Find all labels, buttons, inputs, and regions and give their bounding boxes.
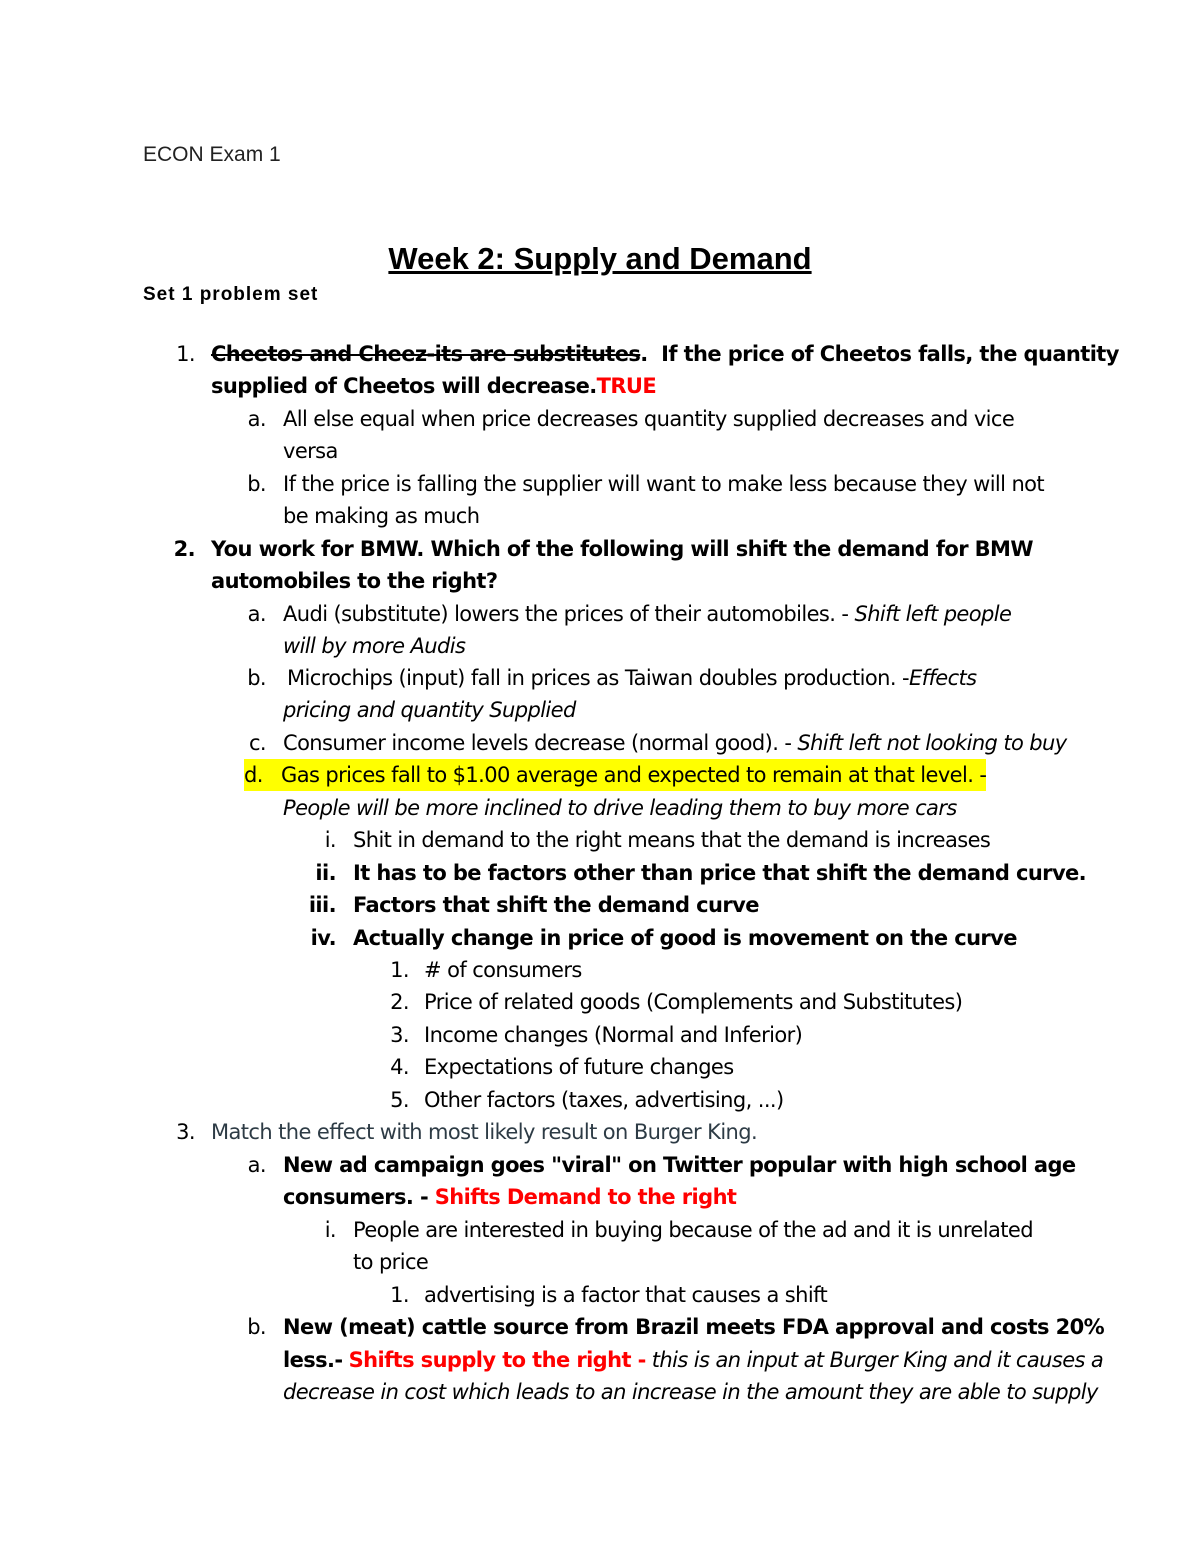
q2-sub-ii: It has to be factors other than price that shift the demand curve. — [353, 861, 1087, 885]
question-3-statement: Match the effect with most likely result on Burger King. — [211, 1120, 758, 1144]
factor-item: # of consumers — [424, 958, 582, 982]
q3-b-note-cont: decrease in cost which leads to an increase in the amount they are able to supply — [283, 1380, 1098, 1404]
q2-a-note-cont: will by more Audis — [283, 634, 466, 658]
factor-item: Other factors (taxes, advertising, ...) — [424, 1088, 784, 1112]
list-marker: i. — [324, 1218, 336, 1242]
q2-sub-i: Shit in demand to the right means that the demand is increases — [353, 828, 991, 852]
question-1-statement-cont: supplied of Cheetos will decrease. — [211, 374, 597, 398]
struck-statement: Cheetos and Cheez-its are substitutes — [211, 342, 641, 366]
q2-a-line-1 — [283, 598, 1011, 630]
q2-c-note: Shift left not looking to buy — [797, 731, 1067, 755]
q2-sub-iii: Factors that shift the demand curve — [353, 893, 759, 917]
q3-b-text: less.- — [283, 1348, 343, 1372]
list-marker: b. — [247, 472, 266, 496]
list-marker: a. — [247, 602, 266, 626]
list-marker: 3. — [390, 1023, 409, 1047]
q2-a-note: Shift left people — [854, 602, 1012, 626]
factor-item: Expectations of future changes — [424, 1055, 734, 1079]
list-marker: a. — [247, 407, 266, 431]
list-marker: 1. — [390, 1283, 409, 1307]
doc-header-label: ECON Exam 1 — [143, 143, 281, 166]
question-2-line-1: You work for BMW. Which of the following will shift the demand for BMW — [211, 537, 1033, 561]
q3-a-i-line-2: to price — [353, 1250, 429, 1274]
list-marker: d. — [244, 763, 263, 787]
problem-set-subtitle: Set 1 problem set — [143, 284, 319, 305]
q2-a-text: Audi (substitute) lowers the prices of their automobiles. - — [283, 602, 849, 626]
q3-a-line-2 — [283, 1181, 736, 1213]
list-marker: b. — [247, 666, 266, 690]
question-1-line-2 — [211, 370, 656, 402]
list-marker: iii. — [308, 893, 336, 917]
question-1-statement: If the price of Cheetos falls, the quantity — [661, 342, 1119, 366]
list-marker: 1. — [176, 342, 195, 366]
q1-b-line-1: If the price is falling the supplier will want to make less because they will not — [283, 472, 1045, 496]
factor-item: Income changes (Normal and Inferior) — [424, 1023, 803, 1047]
q2-b-line-1 — [287, 662, 977, 694]
q1-a-line-1: All else equal when price decreases quantity supplied decreases and vice — [283, 407, 1015, 431]
q2-d-highlight — [244, 759, 986, 791]
list-marker: 2. — [173, 537, 195, 561]
q3-a-line-1: New ad campaign goes "viral" on Twitter popular with high school age — [283, 1153, 1076, 1177]
q3-a-answer: Shifts Demand to the right — [434, 1185, 737, 1209]
list-marker: 1. — [390, 958, 409, 982]
q3-b-answer: Shifts supply to the right - — [348, 1348, 646, 1372]
list-marker: 4. — [390, 1055, 409, 1079]
list-marker: iv. — [310, 926, 336, 950]
q2-b-note: Effects — [909, 666, 977, 690]
q3-a-text: consumers. - — [283, 1185, 429, 1209]
q1-a-line-2: versa — [283, 439, 338, 463]
answer-true: TRUE — [596, 374, 657, 398]
q2-c-line — [283, 727, 1067, 759]
list-marker: 3. — [176, 1120, 195, 1144]
q3-b-line-2 — [283, 1344, 1103, 1376]
q2-b-note-cont: pricing and quantity Supplied — [283, 698, 576, 722]
q3-a-i-line-1: People are interested in buying because of the ad and it is unrelated — [353, 1218, 1033, 1242]
q1-b-line-2: be making as much — [283, 504, 480, 528]
q2-c-text: Consumer income levels decrease (normal good). - — [283, 731, 792, 755]
q2-b-text: Microchips (input) fall in prices as Taiwan doubles production. - — [287, 666, 909, 690]
q2-sub-iv: Actually change in price of good is movement on the curve — [353, 926, 1017, 950]
question-2-line-2: automobiles to the right? — [211, 569, 498, 593]
q3-b-note: this is an input at Burger King and it causes a — [651, 1348, 1104, 1372]
factor-item: Price of related goods (Complements and Substitutes) — [424, 990, 963, 1014]
list-marker: c. — [248, 731, 266, 755]
list-marker: a. — [247, 1153, 266, 1177]
list-marker: b. — [247, 1315, 266, 1339]
list-marker: i. — [324, 828, 336, 852]
list-marker: 5. — [390, 1088, 409, 1112]
list-marker: ii. — [315, 861, 336, 885]
struck-dot: . — [640, 342, 648, 366]
page-title: Week 2: Supply and Demand — [388, 241, 812, 276]
q2-d-note: People will be more inclined to drive leading them to buy more cars — [283, 796, 957, 820]
q2-d-text: Gas prices fall to $1.00 average and expected to remain at that level. - — [274, 763, 987, 787]
q3-a-i-1-text: advertising is a factor that causes a shift — [424, 1283, 828, 1307]
list-marker: 2. — [390, 990, 409, 1014]
question-1-line-1 — [211, 338, 1119, 370]
q3-b-line-1: New (meat) cattle source from Brazil meets FDA approval and costs 20% — [283, 1315, 1105, 1339]
